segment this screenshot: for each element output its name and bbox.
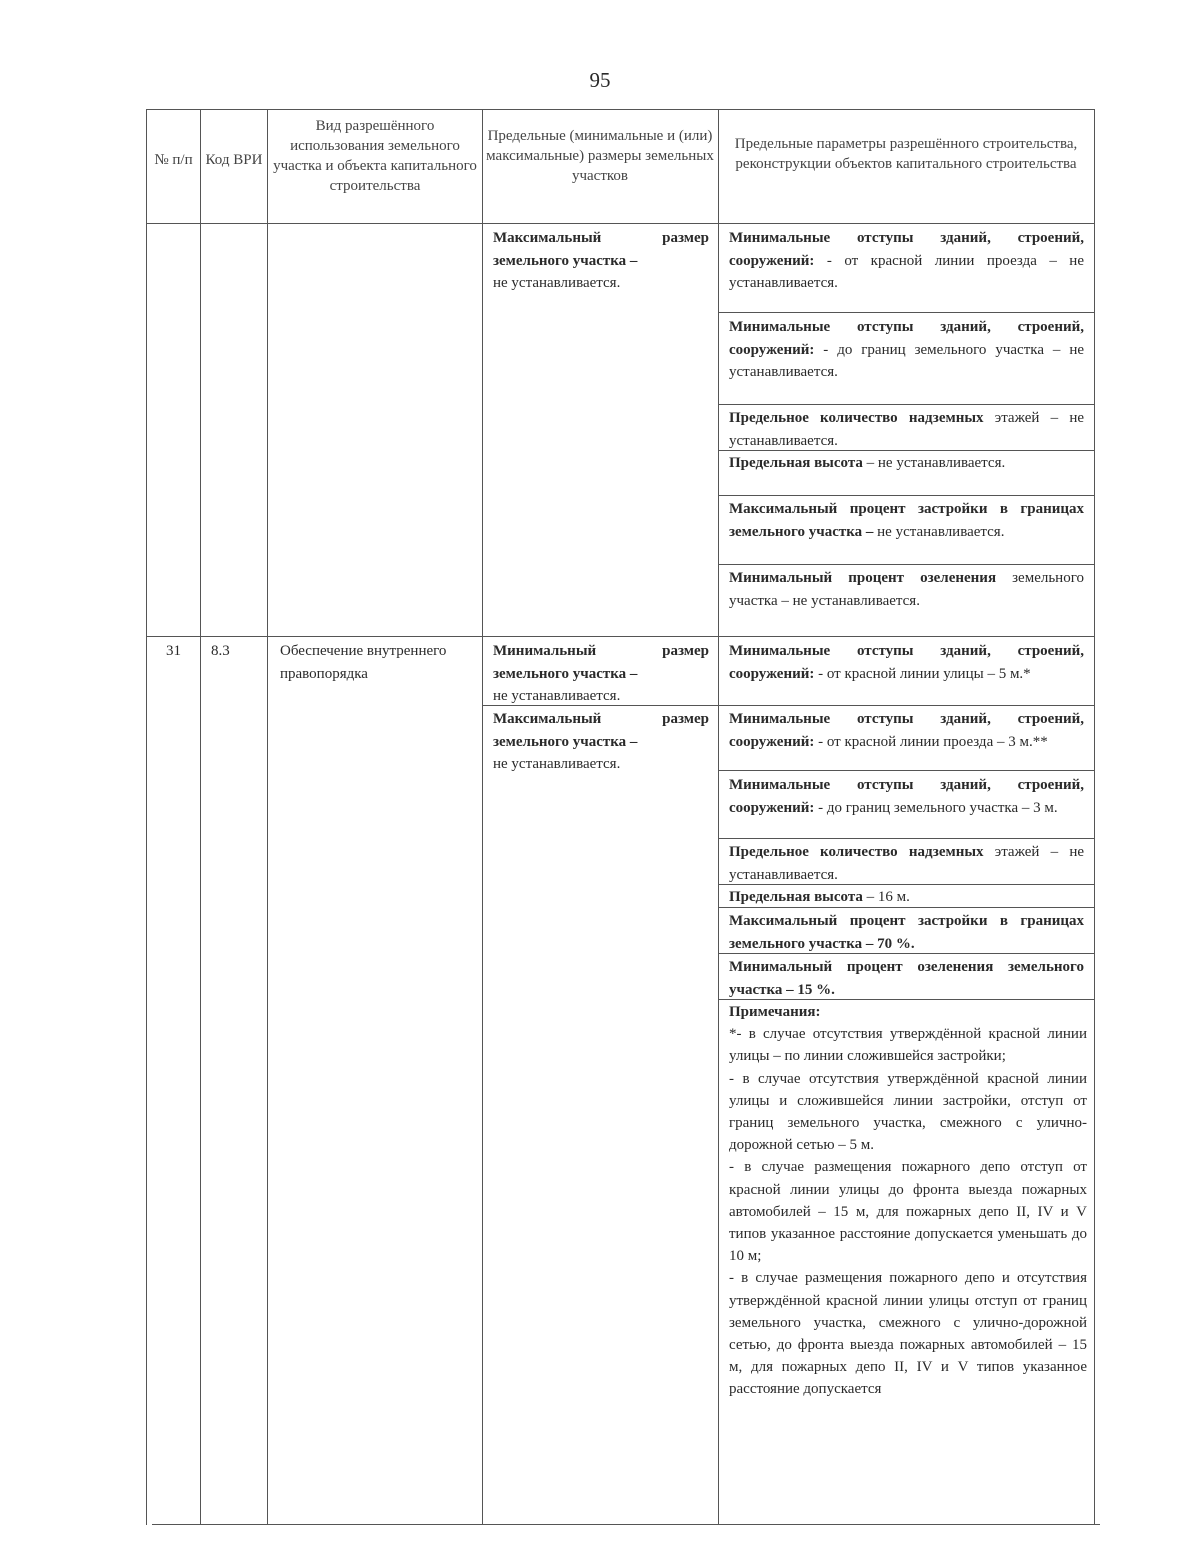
param-value: – 16 м. [866,889,910,905]
row-kind: Обеспечение внутреннего правопорядка [280,643,447,682]
param-cell [729,841,1084,886]
col-line-2 [267,109,268,1525]
param-divider [718,312,1095,313]
param-value: земельного участка – 15 %. [729,959,1084,998]
param-value: - до границ земельного участка – не устанавливается. [729,341,1085,380]
header-sizes: Предельные (минимальные и (или) максимальные) размеры земельных участков [486,128,714,184]
param-label: Предельное количество надземных [729,844,984,860]
note-item: - в случае размещения пожарного депо и отсутствия утверждённой красной линии улицы отступ от границ земельного участка, смежного с улично-дорожной сетью, до фронта выезда пожарных автомобилей – 15 м, для пожарных депо II, IV и V типов указанное расстояние допускается [729,1270,1087,1398]
param-cell [729,774,1084,819]
param-value: этажей – не устанавливается. [729,410,1085,449]
param-cell [729,956,1084,1001]
note-item: *- в случае отсутствия утверждённой красной линии улицы – по линии сложившейся застройки; [729,1026,1087,1065]
param-divider [718,564,1095,565]
note-item: - в случае размещения пожарного депо отступ от красной линии улицы до фронта выезда пожарных автомобилей – 15 м, для пожарных депо II, IV и V типов указанное расстояние допускается уменьшать до 10 м; [729,1159,1087,1265]
size-max-cell [493,708,709,776]
row-divider [146,636,1095,637]
param-cell [729,886,1084,909]
col-line-right [1094,109,1095,1525]
param-label: Минимальные отступы зданий, строений, сооружений: [729,643,1084,682]
param-label: Предельная высота [729,455,863,471]
param-cell [729,227,1084,295]
param-cell [729,452,1084,475]
param-divider [718,404,1095,405]
header-params: Предельные параметры разрешённого строительства, реконструкции объектов капитального строительства [734,136,1078,172]
size-max-value: не устанавливается. [493,756,621,772]
param-value: - от красной линии проезда – 3 м.** [818,733,1048,750]
param-divider [718,770,1095,771]
param-cell [729,708,1084,753]
notes-title: Примечания: [729,1004,821,1020]
param-cell [729,640,1084,685]
size-max-value: не устанавливается. [493,275,621,291]
size-max-label: Максимальный размер земельного участка – [493,711,709,750]
size-min-value: не устанавливается. [493,688,621,704]
param-label: Минимальные отступы зданий, строений, сооружений: [729,230,1084,269]
header-bottom-border [146,223,1095,224]
param-value: земельного участка – не устанавливается. [729,570,1084,609]
param-value: - до границ земельного участка – 3 м. [818,799,1058,816]
col-line-4 [718,109,719,1525]
param-label: Предельное количество надземных [729,410,984,426]
param-divider [718,495,1095,496]
param-divider [718,838,1095,839]
header-num: № п/п [154,152,193,168]
param-value: не устанавливается. [877,523,1005,540]
header-code: Код ВРИ [205,152,263,168]
header-kind: Вид разрешённого использования земельного участка и объекта капитального строительства [273,118,477,194]
param-label: Минимальные отступы зданий, строений, сооружений: [729,319,1084,358]
page-number: 95 [589,68,611,92]
table-top-border [146,109,1095,110]
param-value: – не устанавливается. [866,455,1006,471]
size-min-label: Минимальный размер земельного участка – [493,643,709,682]
size-max-label: Максимальный размер земельного участка – [493,230,709,269]
param-label: Минимальные отступы зданий, строений, сооружений: [729,777,1084,816]
param-value: в границах земельного участка – 70 %. [729,913,1084,952]
param-label: Предельная высота [729,889,863,905]
param-label: Минимальный процент озеленения [729,959,994,975]
param-label: Максимальный процент застройки [729,913,988,929]
table-bottom-border [152,1524,1100,1525]
param-cell [729,498,1084,543]
param-divider [718,705,1095,706]
row-code: 8.3 [211,643,230,659]
param-cell [729,407,1084,452]
param-label: Максимальный процент застройки в границах земельного участка – [729,501,1084,540]
col-line-1 [200,109,201,1525]
size-max-cell [493,227,709,295]
size-min-cell [493,640,709,708]
param-cell [729,910,1084,955]
param-label: Минимальный процент озеленения [729,570,997,586]
notes-cell [729,1001,1087,1401]
col-line-3 [482,109,483,1525]
row-number: 31 [166,643,181,659]
param-value: этажей – не устанавливается. [729,844,1085,883]
param-cell [729,567,1084,612]
col-line-left [146,109,147,1525]
param-cell [729,316,1084,384]
param-value: - от красной линии улицы – 5 м.* [818,665,1031,682]
param-value: - от красной линии проезда – не устанавливается. [729,252,1084,291]
param-label: Минимальные отступы зданий, строений, сооружений: [729,711,1084,750]
note-item: - в случае отсутствия утверждённой красной линии улицы и сложившейся линии застройки, отступ от границ земельного участка, смежного с улично-дорожной сетью – 5 м. [729,1070,1087,1154]
